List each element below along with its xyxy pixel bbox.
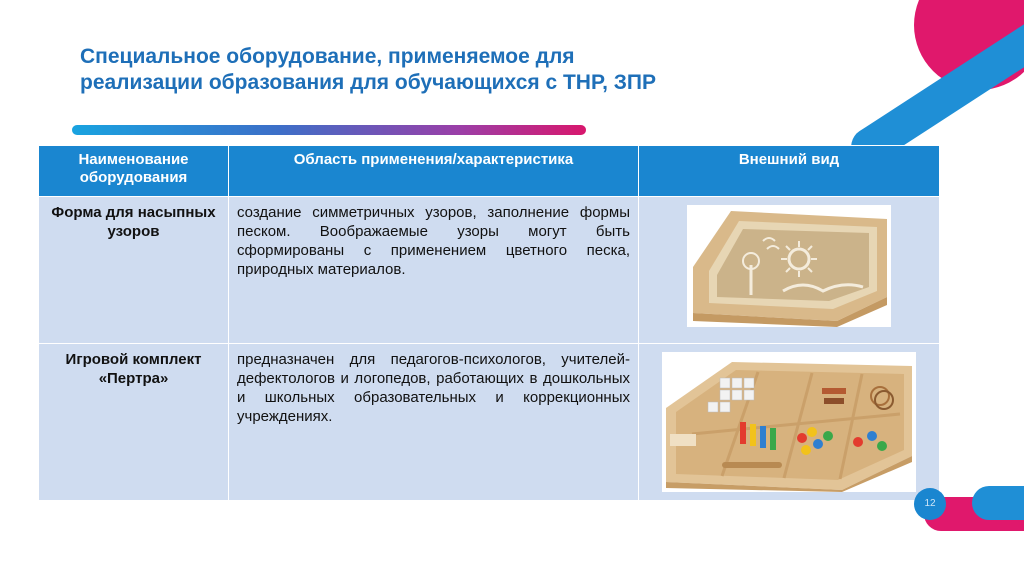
equipment-description: предназначен для педагогов-психологов, учителей-дефектологов и логопедов, работающих в дошкольных и школьных образовательных и коррекционных учреждениях. [229, 344, 639, 501]
equipment-name: Игровой комплект «Пертра» [39, 344, 229, 501]
title-line-2: реализации образования для обучающихся с ТНР, ЗПР [80, 71, 656, 94]
table-header-row [39, 146, 940, 197]
equipment-image-cell [639, 197, 940, 344]
header-appearance: Внешний вид [639, 146, 940, 197]
equipment-image-cell [639, 344, 940, 501]
header-application: Область применения/характеристика [229, 146, 639, 197]
decor-blue-pill [972, 486, 1024, 520]
header-equipment-name: Наименование оборудования [39, 146, 229, 197]
page-title [80, 44, 840, 96]
equipment-name: Форма для насыпных узоров [39, 197, 229, 344]
pertra-kit-photo [662, 352, 916, 492]
table-row [39, 197, 940, 344]
equipment-table [38, 145, 940, 501]
equipment-description: создание симметричных узоров, заполнение формы песком. Воображаемые узоры могут быть сформированы с применением цветного песка, природных материалов. [229, 197, 639, 344]
sand-tray-photo [687, 205, 891, 327]
table-row [39, 344, 940, 501]
title-line-1: Специальное оборудование, применяемое для [80, 45, 575, 68]
title-underline-gradient [72, 125, 586, 135]
page-number: 12 [914, 488, 946, 520]
